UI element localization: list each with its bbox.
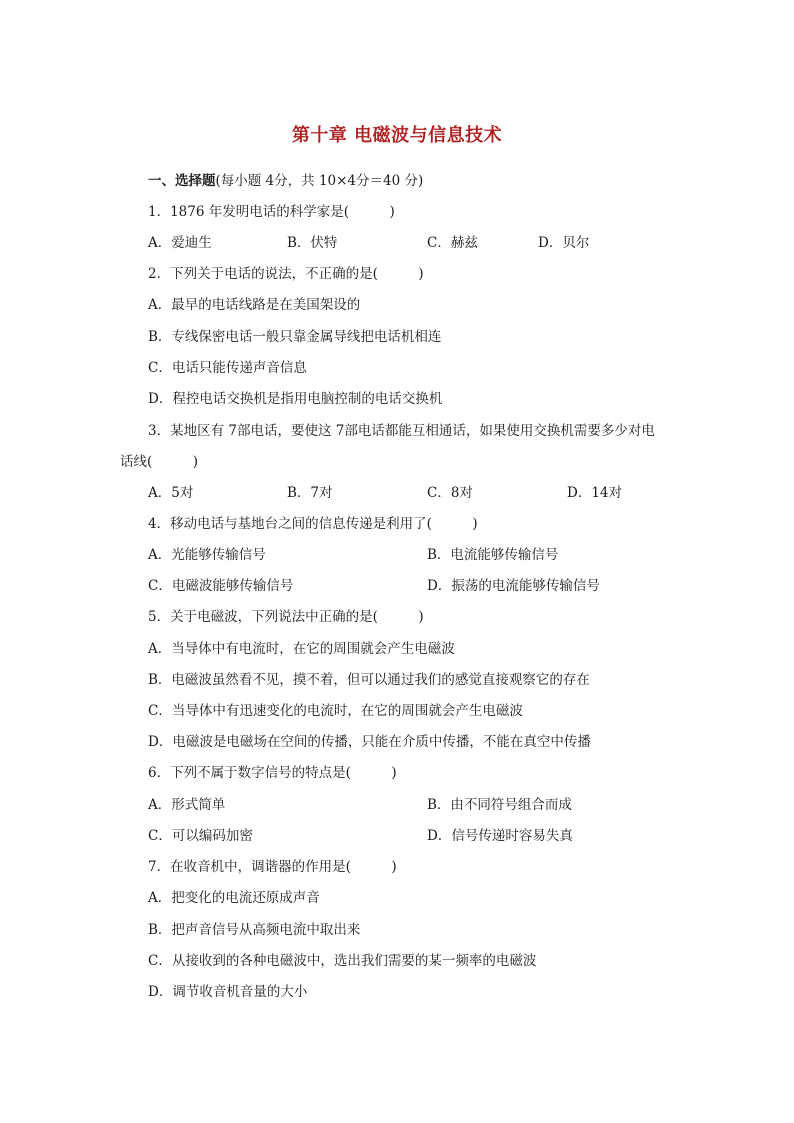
q7-option-b: B．把声音信号从高频电流中取出来 [148, 922, 361, 938]
section-heading: 一、选择题 [148, 173, 216, 189]
q3-option-c: C．8对 [427, 485, 473, 501]
question-5-stem: 5．关于电磁波，下列说法中正确的是( ) [148, 609, 424, 625]
q1-option-d: D．贝尔 [538, 235, 590, 251]
q6-option-c: C．可以编码加密 [148, 828, 253, 844]
q5-option-b: B．电磁波虽然看不见，摸不着，但可以通过我们的感觉直接观察它的存在 [148, 672, 590, 688]
q2-option-d: D．程控电话交换机是指用电脑控制的电话交换机 [148, 391, 443, 407]
q6-option-d: D．信号传递时容易失真 [427, 828, 573, 844]
question-3-stem-continued: 话线( ) [120, 454, 199, 470]
q1-option-a: A．爱迪生 [148, 235, 212, 251]
q2-option-b: B．专线保密电话一般只靠金属导线把电话机相连 [148, 329, 442, 345]
q2-option-c: C．电话只能传递声音信息 [148, 360, 307, 376]
q2-option-a: A．最早的电话线路是在美国架设的 [148, 297, 361, 313]
section-scoring-note: (每小题 4分，共 10×4分＝40 分) [215, 173, 424, 189]
chapter-title: 第十章 电磁波与信息技术 [291, 125, 503, 146]
q7-option-a: A．把变化的电流还原成声音 [148, 890, 320, 906]
q6-option-b: B．由不同符号组合而成 [427, 797, 572, 813]
question-1-stem: 1．1876 年发明电话的科学家是( ) [148, 204, 395, 220]
q3-option-d: D．14对 [567, 485, 623, 501]
q1-option-c: C．赫兹 [427, 235, 478, 251]
q4-option-c: C．电磁波能够传输信号 [148, 578, 294, 594]
q7-option-c: C．从接收到的各种电磁波中，选出我们需要的某一频率的电磁波 [148, 953, 537, 969]
q3-option-b: B．7对 [287, 485, 333, 501]
q6-option-a: A．形式简单 [148, 797, 226, 813]
q5-option-a: A．当导体中有电流时，在它的周围就会产生电磁波 [148, 641, 455, 657]
q7-option-d: D．调节收音机音量的大小 [148, 984, 308, 1000]
q5-option-c: C．当导体中有迅速变化的电流时，在它的周围就会产生电磁波 [148, 703, 523, 719]
q3-option-a: A．5对 [148, 485, 194, 501]
q4-option-b: B．电流能够传输信号 [427, 547, 559, 563]
q5-option-d: D．电磁波是电磁场在空间的传播，只能在介质中传播，不能在真空中传播 [148, 734, 591, 750]
q1-option-b: B．伏特 [287, 235, 338, 251]
section-header [148, 172, 423, 190]
question-3-stem: 3．某地区有 7部电话，要使这 7部电话都能互相通话，如果使用交换机需要多少对电 [148, 423, 655, 439]
q4-option-d: D．振荡的电流能够传输信号 [427, 578, 600, 594]
question-7-stem: 7．在收音机中，调谐器的作用是( ) [148, 859, 397, 875]
question-4-stem: 4．移动电话与基地台之间的信息传递是利用了( ) [148, 516, 478, 532]
q4-option-a: A．光能够传输信号 [148, 547, 266, 563]
question-6-stem: 6．下列不属于数字信号的特点是( ) [148, 765, 397, 781]
question-2-stem: 2．下列关于电话的说法，不正确的是( ) [148, 266, 424, 282]
